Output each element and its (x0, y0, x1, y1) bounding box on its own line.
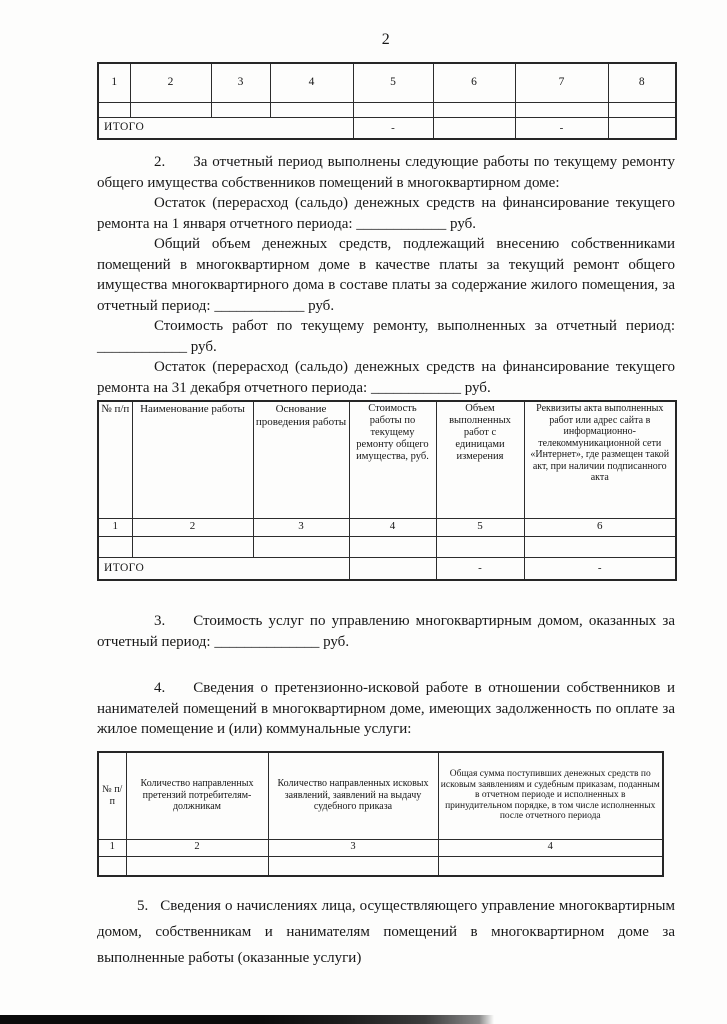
header-cell: Стоимость работы по текущему ремонту общего имущества, руб. (349, 401, 436, 519)
repair-works-table (97, 400, 677, 581)
col-number-cell: 4 (438, 839, 663, 856)
empty-cell (130, 103, 211, 118)
col-number-cell: 2 (132, 519, 253, 537)
table-row (98, 537, 676, 558)
col-number-cell: 3 (268, 839, 438, 856)
col-number-cell: 5 (353, 63, 433, 103)
col-number-cell: 4 (349, 519, 436, 537)
section-4-text (97, 678, 675, 740)
section-2-intro (97, 152, 675, 193)
total-dash-cell: - (436, 558, 524, 581)
col-number-cell: 7 (515, 63, 608, 103)
empty-cell (268, 856, 438, 876)
col-number-cell: 2 (130, 63, 211, 103)
empty-cell (98, 103, 130, 118)
header-cell: Количество направленных исковых заявлений, заявлений на выдачу судебного приказа (268, 752, 438, 840)
empty-cell (98, 537, 132, 558)
section-number: 5. (137, 897, 149, 914)
empty-cell (132, 537, 253, 558)
table-row (98, 839, 663, 856)
section-4 (97, 678, 675, 740)
paragraph-balance-end: Остаток (перерасход (сальдо) денежных средств на финансирование текущего ремонта на 31 декабря отчетного периода: ____________ руб. (97, 359, 675, 396)
section-2-intro-text: За отчетный период выполнены следующие работы по текущему ремонту общего имущества собственников помещений в многоквартирном доме: (97, 154, 675, 191)
header-cell: Реквизиты акта выполненных работ или адрес сайта в информационно-телекоммуникационной сети «Интернет», где размещен такой акт, при наличии подписанного акта (524, 401, 676, 519)
empty-cell (608, 118, 676, 140)
total-row (98, 558, 676, 581)
total-dash-cell: - (353, 118, 433, 140)
col-number-cell: 4 (270, 63, 353, 103)
col-number-cell: 3 (211, 63, 270, 103)
header-cell: Общая сумма поступивших денежных средств по исковым заявлениям и судебным приказам, поданным в отчетном периоде и исполненных в принудительном порядке, в том числе исполненных после отчетного периода (438, 752, 663, 840)
header-cell: № п/п (98, 752, 126, 840)
empty-cell (253, 537, 349, 558)
col-number-cell: 1 (98, 839, 126, 856)
section-3 (97, 611, 675, 652)
empty-cell (98, 856, 126, 876)
section-5 (97, 893, 675, 971)
empty-cell (438, 856, 663, 876)
section-5-body: Сведения о начислениях лица, осуществляющего управление многоквартирным домом, собственникам и нанимателям помещений в многоквартирном доме за выполненные работы (оказанные услуги) (97, 897, 675, 966)
section-3-body: Стоимость услуг по управлению многоквартирным домом, оказанных за отчетный период: ______________ руб. (97, 613, 675, 650)
col-number-cell: 3 (253, 519, 349, 537)
section-5-text (97, 893, 675, 971)
empty-cell (436, 537, 524, 558)
table-row (98, 103, 676, 118)
col-number-cell: 6 (524, 519, 676, 537)
empty-cell (353, 103, 433, 118)
header-cell: Наименование работы (132, 401, 253, 519)
section-number: 4. (154, 680, 166, 696)
section-2 (97, 152, 675, 398)
empty-cell (349, 558, 436, 581)
table-row (98, 63, 676, 103)
col-number-cell: 6 (433, 63, 515, 103)
page-content (97, 30, 675, 971)
empty-cell (126, 856, 268, 876)
header-cell: Количество направленных претензий потребителям-должникам (126, 752, 268, 840)
section-number: 3. (154, 613, 166, 629)
header-cell: Основание проведения работы (253, 401, 349, 519)
table-row (98, 856, 663, 876)
paragraph-balance-start: Остаток (перерасход (сальдо) денежных средств на финансирование текущего ремонта на 1 января отчетного периода: ____________ руб. (97, 195, 675, 232)
empty-cell (608, 103, 676, 118)
empty-cell (515, 103, 608, 118)
header-row (98, 752, 663, 840)
col-number-cell: 5 (436, 519, 524, 537)
header-cell: № п/п (98, 401, 132, 519)
empty-cell (211, 103, 270, 118)
total-dash-cell: - (515, 118, 608, 140)
total-row (98, 118, 676, 140)
total-dash-cell: - (524, 558, 676, 581)
section-3-text (97, 611, 675, 652)
col-number-cell: 1 (98, 63, 130, 103)
empty-cell (524, 537, 676, 558)
table-row (98, 519, 676, 537)
claims-table (97, 751, 664, 877)
total-label: ИТОГО (98, 118, 353, 140)
scan-artifact-bar (0, 1015, 494, 1024)
paragraph-total-volume: Общий объем денежных средств, подлежащий внесению собственниками помещений в многоквартирном доме в качестве платы за текущий ремонт общего имущества многоквартирного дома в составе платы за содержание жилого помещения, за отчетный период: ____________ руб. (97, 236, 675, 314)
paragraph-works-cost: Стоимость работ по текущему ремонту, выполненных за отчетный период: ____________ руб. (97, 318, 675, 355)
header-row (98, 401, 676, 519)
header-cell: Объем выполненных работ с единицами измерения (436, 401, 524, 519)
empty-cell (433, 118, 515, 140)
empty-cell (349, 537, 436, 558)
section-number: 2. (154, 154, 166, 170)
maintenance-summary-table (97, 62, 677, 140)
page-number: 2 (381, 31, 391, 48)
total-label: ИТОГО (98, 558, 349, 581)
col-number-cell: 2 (126, 839, 268, 856)
section-4-body: Сведения о претензионно-исковой работе в отношении собственников и нанимателей помещений в многоквартирном доме, имеющих задолженность по оплате за жилое помещение и (или) коммунальные услуги: (97, 680, 675, 737)
empty-cell (270, 103, 353, 118)
col-number-cell: 1 (98, 519, 132, 537)
col-number-cell: 8 (608, 63, 676, 103)
empty-cell (433, 103, 515, 118)
